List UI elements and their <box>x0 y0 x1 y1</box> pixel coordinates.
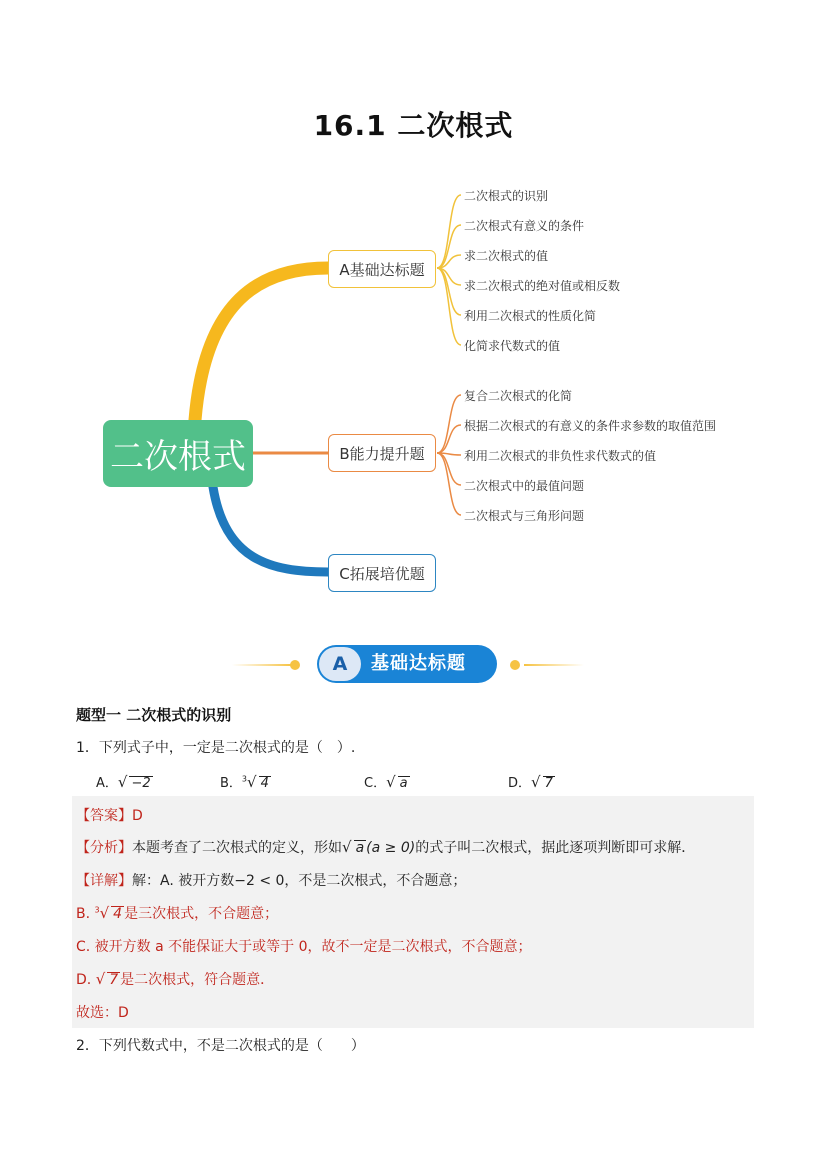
mindmap-leaf-a: 二次根式的识别 <box>464 189 549 203</box>
mindmap-leaf-a: 求二次根式的绝对值或相反数 <box>464 279 621 293</box>
mindmap-leaf-a: 化简求代数式的值 <box>464 339 561 353</box>
option-label: B． <box>220 776 242 791</box>
leaf-connector <box>437 195 461 268</box>
section-title: 题型一 二次根式的识别 <box>76 706 232 724</box>
detail-line-d <box>76 969 274 989</box>
detail-a: 解：A. 被开方数−2 < 0，不是二次根式，不合题意； <box>132 873 467 889</box>
detail-b-text: 是三次根式，不合题意； <box>124 906 279 922</box>
radical-icon: √ <box>117 773 128 791</box>
analysis-text: 本题考查了二次根式的定义，形如 <box>132 840 342 856</box>
section-banner <box>317 645 497 683</box>
mindmap-root: 二次根式 <box>103 420 253 487</box>
detail-line-b <box>76 903 278 923</box>
choose-line <box>76 1002 129 1022</box>
mindmap-leaf-b: 利用二次根式的非负性求代数式的值 <box>464 449 657 463</box>
mindmap-leaf-b: 二次根式与三角形问题 <box>464 509 585 523</box>
option-label: A． <box>96 776 118 791</box>
detail-line-a <box>76 870 466 890</box>
radical-icon: √ <box>531 773 541 791</box>
mindmap-branch-a: A基础达标题 <box>328 250 436 288</box>
mindmap-leaf-a: 利用二次根式的性质化简 <box>464 309 597 323</box>
option-radicand: −2 <box>131 776 151 791</box>
banner-letter: A <box>319 647 361 681</box>
detail-d-prefix: D. <box>76 972 96 988</box>
banner-right-dot <box>510 660 520 670</box>
mindmap-leaf-b: 根据二次根式的有意义的条件求参数的取值范围 <box>464 419 717 433</box>
option-b <box>220 772 271 791</box>
detail-d-radicand: 7 <box>109 972 119 988</box>
leaf-connectors-a <box>437 195 461 345</box>
mindmap-branch-c: C拓展培优题 <box>328 554 436 592</box>
option-radicand: a <box>399 776 408 791</box>
answer-line <box>76 805 143 825</box>
banner-right-line <box>524 664 584 666</box>
analysis-condition: (a ≥ 0) <box>366 840 416 856</box>
option-radicand: 4 <box>260 776 269 791</box>
mindmap-branch-b: B能力提升题 <box>328 434 436 472</box>
root-index: 3 <box>94 905 100 915</box>
root-index: 3 <box>241 774 248 784</box>
mindmap-leaf-a: 求二次根式的值 <box>464 249 549 263</box>
question-1-stem: 1．下列式子中，一定是二次根式的是（ ）. <box>76 740 356 756</box>
banner-left-line <box>232 664 292 666</box>
leaf-connector <box>437 395 461 453</box>
banner-left-dot <box>290 660 300 670</box>
radical-icon: √ <box>99 904 110 922</box>
connector-c <box>213 487 328 572</box>
radical-icon: √ <box>247 773 257 791</box>
analysis-radicand: a <box>355 840 365 856</box>
radical-icon: √ <box>95 970 106 988</box>
connector-a <box>195 268 328 420</box>
option-c <box>364 772 410 791</box>
leaf-connector <box>437 425 461 453</box>
choose-value: D <box>118 1005 129 1021</box>
detail-line-c: C. 被开方数 a 不能保证大于或等于 0，故不一定是二次根式，不合题意； <box>76 939 532 955</box>
detail-label: 【详解】 <box>76 873 132 889</box>
leaf-connector <box>437 268 461 345</box>
mindmap-leaf-b: 二次根式中的最值问题 <box>464 479 585 493</box>
detail-b-prefix: B. <box>76 906 95 922</box>
option-label: D． <box>508 776 532 791</box>
question-2-stem: 2．下列代数式中，不是二次根式的是（ ） <box>76 1038 365 1054</box>
leaf-connectors-b <box>437 395 461 515</box>
banner-label: 基础达标题 <box>371 653 466 674</box>
analysis-text-end: 的式子叫二次根式，据此逐项判断即可求解． <box>415 840 696 856</box>
option-d <box>508 772 555 791</box>
detail-b-radicand: 4 <box>113 906 123 922</box>
analysis-line <box>76 837 695 857</box>
answer-value: D <box>132 808 143 824</box>
analysis-label: 【分析】 <box>76 840 132 856</box>
detail-d-text: 是二次根式，符合题意． <box>120 972 275 988</box>
radical-icon: √ <box>342 838 352 856</box>
mindmap-leaf-b: 复合二次根式的化简 <box>464 389 573 403</box>
answer-label: 【答案】 <box>76 808 132 824</box>
option-label: C． <box>364 776 387 791</box>
page-title: 16.1 二次根式 <box>313 109 514 142</box>
radical-icon: √ <box>386 773 396 791</box>
option-radicand: 7 <box>544 776 553 791</box>
option-a <box>96 772 153 791</box>
mindmap-leaf-a: 二次根式有意义的条件 <box>464 219 585 233</box>
choose-label: 故选： <box>76 1005 118 1021</box>
